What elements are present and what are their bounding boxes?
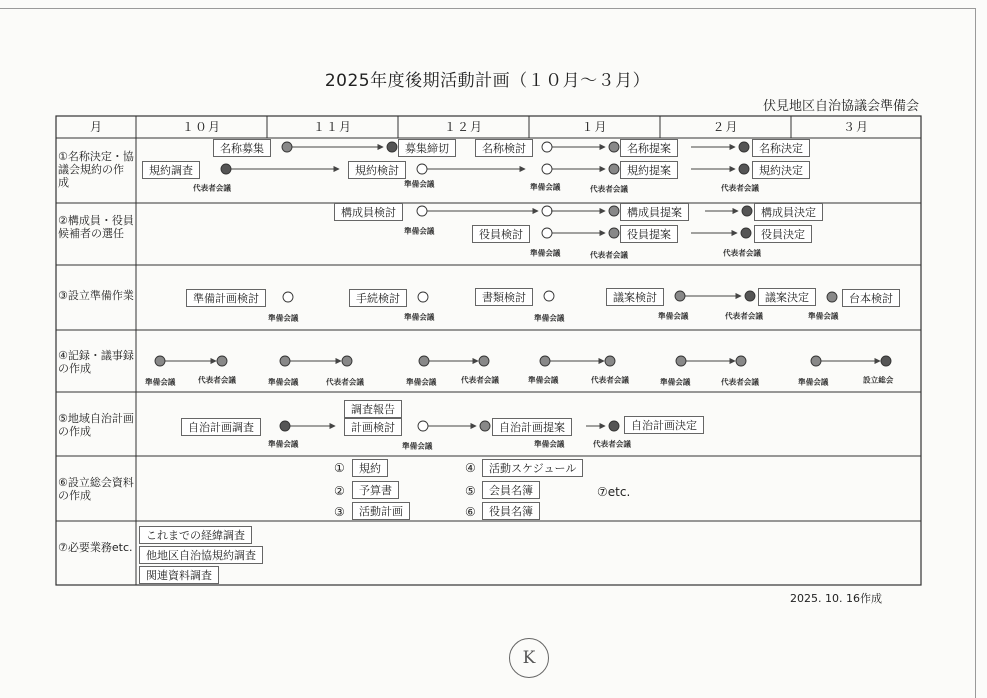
material-number: ④ — [465, 461, 476, 475]
filled-milestone-marker — [609, 421, 619, 431]
filled-milestone-marker — [605, 356, 615, 366]
task-box: 名称提案 — [620, 139, 678, 157]
task-box: 規約決定 — [752, 161, 810, 179]
row-label-minutes: ④記録・議事録の作成 — [58, 349, 134, 375]
material-box: 活動計画 — [352, 502, 410, 520]
task-box: 規約調査 — [142, 161, 200, 179]
task-box: 募集締切 — [398, 139, 456, 157]
task-box: 議案決定 — [758, 288, 816, 306]
filled-milestone-marker — [540, 356, 550, 366]
filled-milestone-marker — [480, 421, 490, 431]
meeting-note: 設立総会 — [863, 375, 894, 385]
row-label-naming: ①名称決定・協議会規約の作成 — [58, 150, 134, 189]
filled-milestone-marker — [676, 356, 686, 366]
meeting-note: 準備会議 — [268, 313, 299, 323]
task-box: 計画検討 — [344, 418, 402, 436]
meeting-note: 代表者会議 — [721, 183, 759, 193]
row-label-setup: ③設立準備作業 — [58, 289, 134, 302]
handwritten-k-stamp — [509, 638, 549, 678]
meeting-note: 準備会議 — [404, 179, 435, 189]
material-box: 会員名簿 — [482, 481, 540, 499]
created-date: 2025. 10. 16作成 — [790, 592, 882, 605]
row-label-assembly-docs: ⑥設立総会資料の作成 — [58, 476, 134, 502]
filled-milestone-marker — [739, 142, 749, 152]
meeting-note: 代表者会議 — [590, 184, 628, 194]
meeting-note: 代表者会議 — [591, 375, 629, 385]
filled-milestone-marker — [739, 164, 749, 174]
task-box: これまでの経緯調査 — [139, 526, 252, 544]
filled-milestone-marker — [741, 228, 751, 238]
month-header-dec: １２月 — [443, 120, 483, 134]
task-box: 自治計画提案 — [492, 418, 572, 436]
filled-milestone-marker — [419, 356, 429, 366]
task-box: 他地区自治協規約調査 — [139, 546, 263, 564]
task-box: 台本検討 — [842, 289, 900, 307]
meeting-note: 準備会議 — [406, 377, 437, 387]
task-box: 自治計画決定 — [624, 416, 704, 434]
meeting-note: 準備会議 — [530, 182, 561, 192]
filled-milestone-marker — [609, 142, 619, 152]
task-box: 準備計画検討 — [186, 289, 266, 307]
material-etc: ⑦etc. — [597, 485, 631, 499]
filled-milestone-marker — [387, 142, 397, 152]
filled-milestone-marker — [282, 142, 292, 152]
task-box: 構成員検討 — [334, 203, 403, 221]
meeting-note: 準備会議 — [658, 311, 689, 321]
meeting-note: 代表者会議 — [723, 248, 761, 258]
filled-milestone-marker — [811, 356, 821, 366]
filled-milestone-marker — [881, 356, 891, 366]
meeting-note: 準備会議 — [404, 226, 435, 236]
filled-milestone-marker — [280, 356, 290, 366]
meeting-note: 準備会議 — [268, 439, 299, 449]
meeting-note: 準備会議 — [404, 312, 435, 322]
month-header-feb: ２月 — [712, 120, 739, 134]
task-box: 議案検討 — [606, 288, 664, 306]
task-box: 手続検討 — [349, 289, 407, 307]
task-box: 名称決定 — [752, 139, 810, 157]
open-milestone-marker — [418, 292, 428, 302]
meeting-note: 代表者会議 — [461, 375, 499, 385]
month-header-oct: １０月 — [181, 120, 221, 134]
meeting-note: 準備会議 — [268, 377, 299, 387]
material-box: 規約 — [352, 459, 388, 477]
meeting-note: 代表者会議 — [193, 183, 231, 193]
filled-milestone-marker — [742, 206, 752, 216]
meeting-note: 準備会議 — [402, 441, 433, 451]
open-milestone-marker — [542, 164, 552, 174]
meeting-note: 準備会議 — [534, 313, 565, 323]
organization-name: 伏見地区自治協議会準備会 — [762, 99, 919, 114]
open-milestone-marker — [542, 228, 552, 238]
row-label-local-plan: ⑤地域自治計画の作成 — [58, 412, 134, 438]
task-box: 規約検討 — [348, 161, 406, 179]
task-box: 名称検討 — [475, 139, 533, 157]
row-label-members: ②構成員・役員候補者の選任 — [58, 214, 134, 240]
task-box: 構成員提案 — [620, 203, 689, 221]
task-box: 役員提案 — [620, 225, 678, 243]
filled-milestone-marker — [736, 356, 746, 366]
filled-milestone-marker — [609, 206, 619, 216]
meeting-note: 準備会議 — [660, 377, 691, 387]
open-milestone-marker — [542, 142, 552, 152]
material-box: 活動スケジュール — [482, 459, 583, 477]
month-header-jan: １月 — [581, 120, 608, 134]
task-box: 役員決定 — [754, 225, 812, 243]
meeting-note: 代表者会議 — [326, 377, 364, 387]
task-box: 役員検討 — [472, 225, 530, 243]
stamp-letter: K — [522, 648, 536, 668]
material-number: ⑥ — [465, 505, 476, 519]
meeting-note: 準備会議 — [530, 248, 561, 258]
filled-milestone-marker — [155, 356, 165, 366]
material-number: ① — [334, 461, 345, 475]
task-box: 規約提案 — [620, 161, 678, 179]
task-box: 書類検討 — [475, 288, 533, 306]
meeting-note: 代表者会議 — [593, 439, 631, 449]
meeting-note: 代表者会議 — [725, 311, 763, 321]
open-milestone-marker — [544, 291, 554, 301]
row-label-other-tasks: ⑦必要業務etc. — [58, 541, 133, 554]
open-milestone-marker — [417, 164, 427, 174]
material-number: ③ — [334, 505, 345, 519]
filled-milestone-marker — [745, 291, 755, 301]
task-box: 名称募集 — [213, 139, 271, 157]
material-box: 役員名簿 — [482, 502, 540, 520]
task-box: 構成員決定 — [754, 203, 823, 221]
month-header-mar: ３月 — [842, 120, 869, 134]
meeting-note: 代表者会議 — [721, 377, 759, 387]
task-box: 調査報告 — [344, 400, 402, 418]
material-number: ⑤ — [465, 484, 476, 498]
filled-milestone-marker — [280, 421, 290, 431]
meeting-note: 代表者会議 — [590, 250, 628, 260]
open-milestone-marker — [418, 421, 428, 431]
page-title: 2025年度後期活動計画（１０月～３月） — [324, 71, 651, 91]
meeting-note: 代表者会議 — [198, 375, 236, 385]
task-box: 関連資料調査 — [139, 566, 219, 584]
month-header-nov: １１月 — [312, 120, 352, 134]
filled-milestone-marker — [221, 164, 231, 174]
open-milestone-marker — [417, 206, 427, 216]
meeting-note: 準備会議 — [534, 439, 565, 449]
filled-milestone-marker — [827, 292, 837, 302]
filled-milestone-marker — [609, 228, 619, 238]
material-box: 予算書 — [352, 481, 399, 499]
filled-milestone-marker — [479, 356, 489, 366]
meeting-note: 準備会議 — [808, 311, 839, 321]
open-milestone-marker — [283, 292, 293, 302]
task-box: 自治計画調査 — [181, 418, 261, 436]
filled-milestone-marker — [217, 356, 227, 366]
material-number: ② — [334, 484, 345, 498]
open-milestone-marker — [542, 206, 552, 216]
month-column-header: 月 — [89, 120, 103, 134]
filled-milestone-marker — [342, 356, 352, 366]
meeting-note: 準備会議 — [528, 375, 559, 385]
meeting-note: 準備会議 — [145, 377, 176, 387]
filled-milestone-marker — [609, 164, 619, 174]
meeting-note: 準備会議 — [798, 377, 829, 387]
filled-milestone-marker — [675, 291, 685, 301]
